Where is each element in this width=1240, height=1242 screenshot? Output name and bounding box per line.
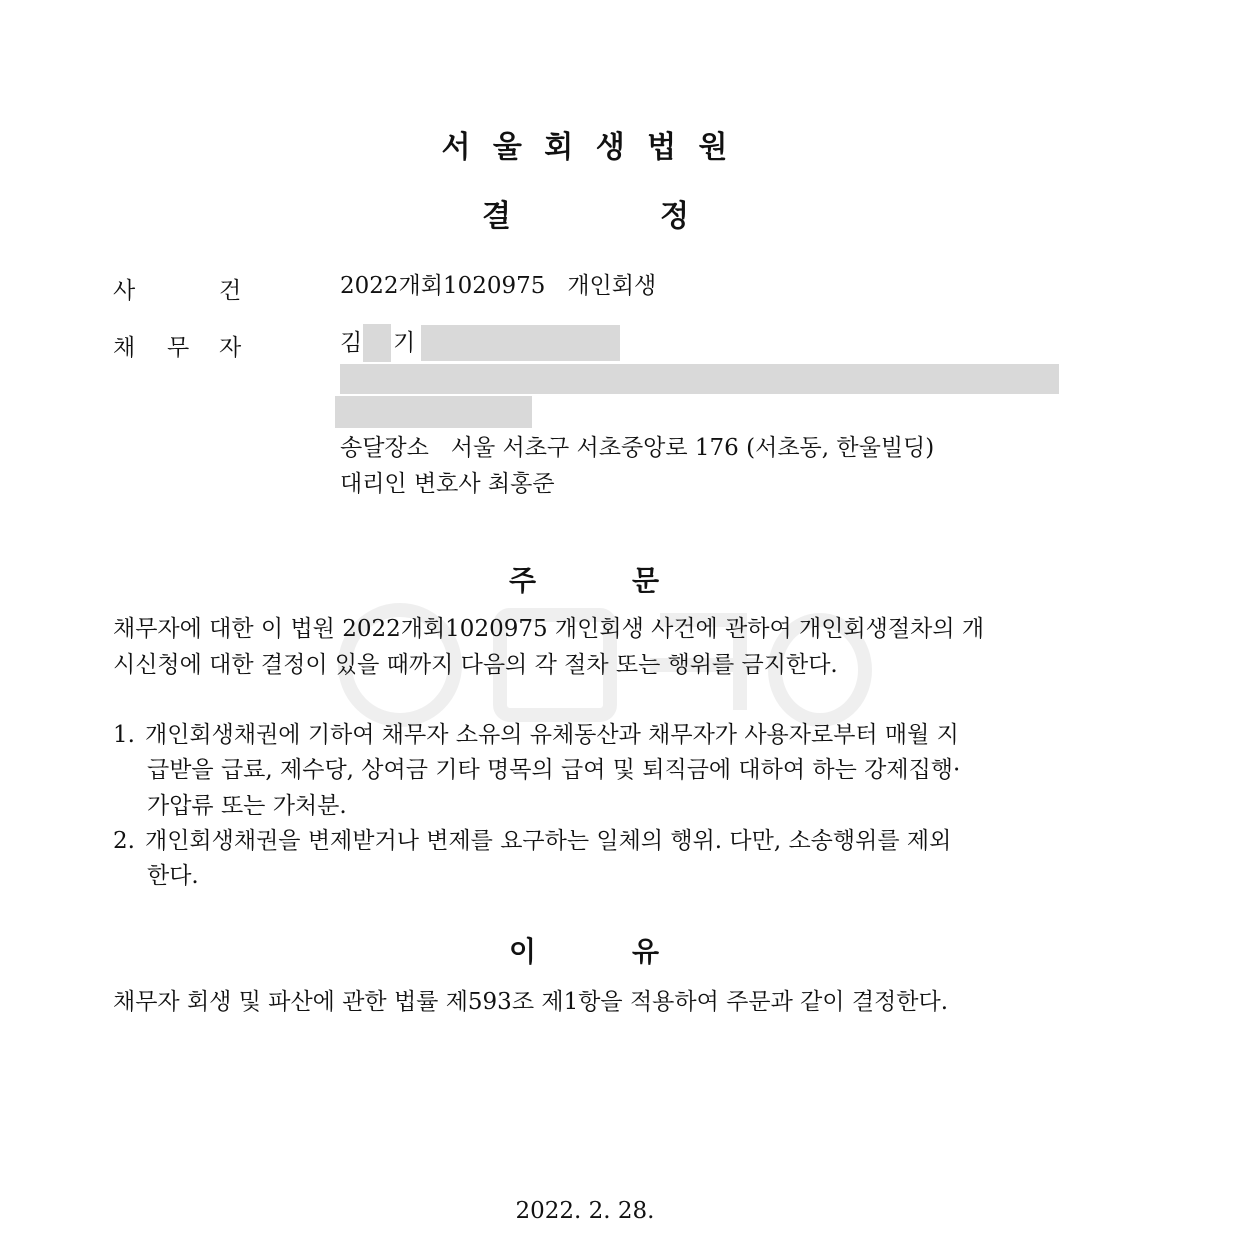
order-item-1-number: 1. [113,722,135,748]
debtor-label-char-2: 무 [167,335,190,361]
redaction-name-middle [363,324,391,362]
order-item-1-line-2: 급받을 급료, 제수당, 상여금 기타 명목의 급여 및 퇴직금에 대하여 하는 강제집행· [147,757,961,783]
doc-type-char-2: 정 [660,199,689,234]
service-address: 송달장소 서울 서초구 서초중앙로 176 (서초동, 한울빌딩) [340,435,935,461]
debtor-name-first: 김 [340,330,363,356]
order-item-2-number: 2. [113,828,135,854]
debtor-label-char-1: 채 [113,335,136,361]
decision-date: 2022. 2. 28. [515,1198,655,1224]
order-item-1-line-1: 개인회생채권에 기하여 채무자 소유의 유체동산과 채무자가 사용자로부터 매월 지 [145,722,959,748]
redaction-address-line-2 [335,396,532,428]
doc-type-char-1: 결 [482,199,511,234]
order-heading-char-1: 주 [509,564,537,597]
case-label-char-1: 사 [113,278,136,304]
order-item-1-line-3: 가압류 또는 가처분. [147,793,347,819]
debtor-label-char-3: 자 [219,335,242,361]
order-intro-line-1: 채무자에 대한 이 법원 2022개회1020975 개인회생 사건에 관하여 개인회생절차의 개 [113,616,985,642]
redaction-address-line-1 [340,364,1059,394]
reason-heading-char-2: 유 [632,935,660,968]
debtor-name-last: 기 [393,330,416,356]
order-item-2-line-1: 개인회생채권을 변제받거나 변제를 요구하는 일체의 행위. 다만, 소송행위를 제외 [145,828,952,854]
case-number: 2022개회1020975 개인회생 [340,273,657,299]
reason-text: 채무자 회생 및 파산에 관한 법률 제593조 제1항을 적용하여 주문과 같이 결정한다. [113,989,949,1015]
order-intro-line-2: 시신청에 대한 결정이 있을 때까지 다음의 각 절차 또는 행위를 금지한다. [113,652,838,678]
order-item-2-line-2: 한다. [147,863,199,889]
order-heading-char-2: 문 [632,564,660,597]
redaction-debtor-id [421,325,620,361]
agent: 대리인 변호사 최홍준 [340,471,555,497]
reason-heading-char-1: 이 [509,935,537,968]
court-name: 서 울 회 생 법 원 [441,130,734,165]
case-label-char-2: 건 [219,278,242,304]
